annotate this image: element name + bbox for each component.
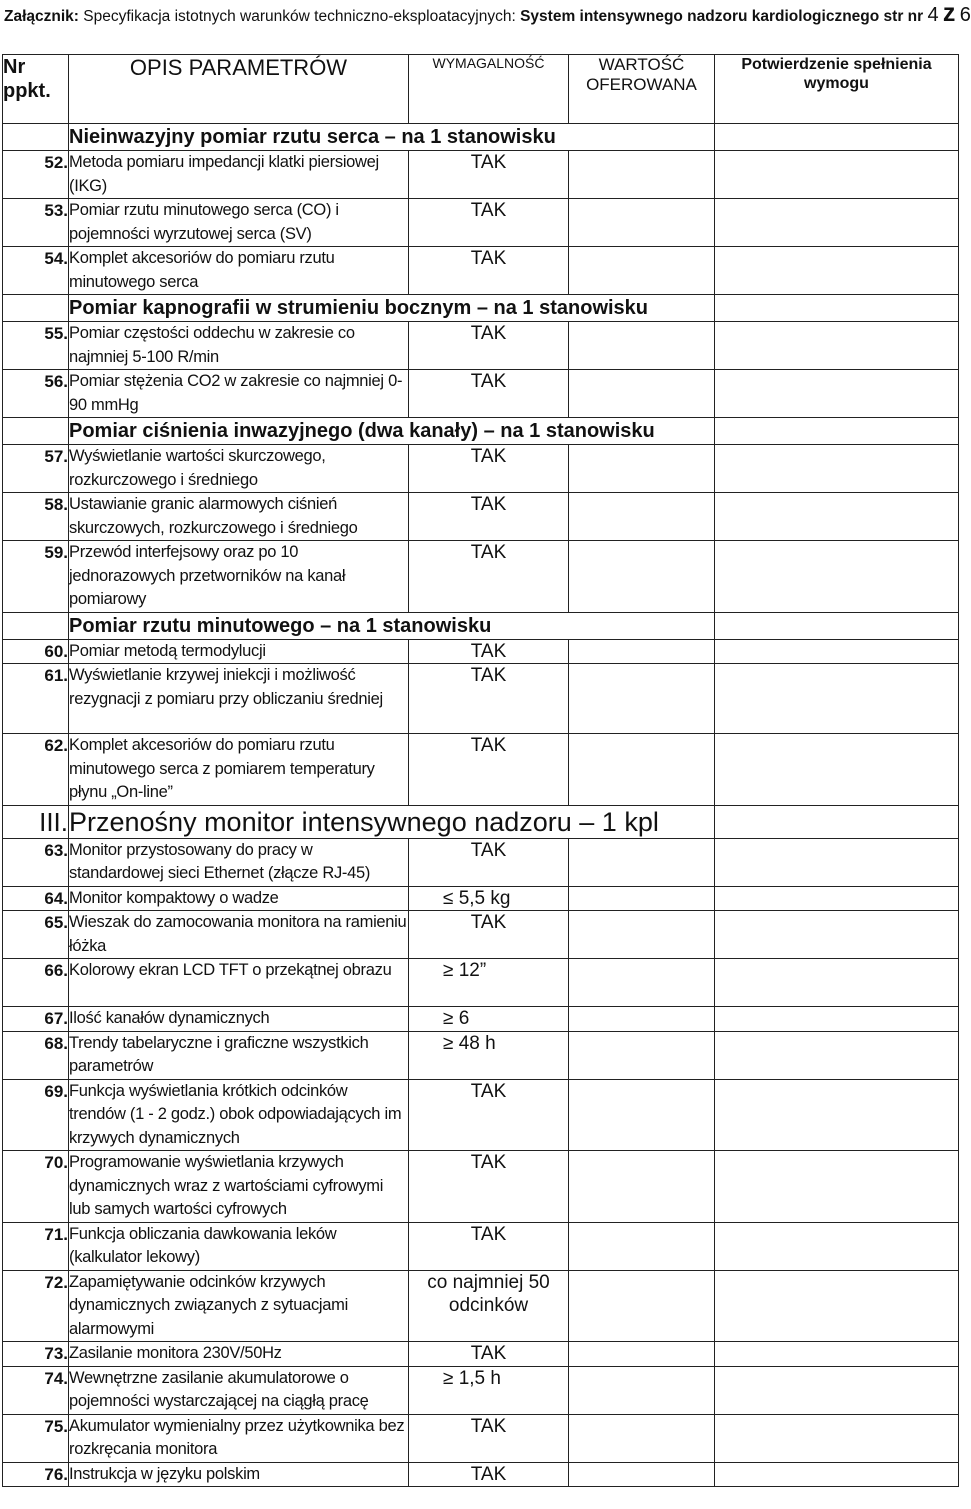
- confirmation-cell[interactable]: [715, 151, 959, 199]
- item-number: 52.: [3, 151, 69, 199]
- confirmation-cell[interactable]: [715, 886, 959, 911]
- confirmation-cell[interactable]: [715, 1222, 959, 1270]
- section-heading-row: [3, 295, 959, 322]
- item-number: 73.: [3, 1342, 69, 1367]
- section-heading-row: [3, 418, 959, 445]
- item-description: Wyświetlanie wartości skurczowego, rozkurczowego i średniego: [69, 445, 409, 493]
- table-row: [3, 959, 959, 1007]
- item-number: 63.: [3, 838, 69, 886]
- confirmation-cell[interactable]: [715, 959, 959, 1007]
- item-requirement: TAK: [409, 199, 569, 247]
- offered-value-cell[interactable]: [569, 541, 715, 613]
- item-description: Wieszak do zamocowania monitora na ramieniu łóżka: [69, 911, 409, 959]
- offered-value-cell[interactable]: [569, 1414, 715, 1462]
- confirmation-cell[interactable]: [715, 911, 959, 959]
- main-section-number: III.: [3, 805, 69, 838]
- item-requirement: TAK: [409, 664, 569, 734]
- confirmation-cell[interactable]: [715, 1366, 959, 1414]
- item-requirement: TAK: [409, 493, 569, 541]
- section-number-cell: [3, 612, 69, 639]
- item-requirement: co najmniej 50 odcinków: [409, 1270, 569, 1342]
- header-page-prefix: str nr: [883, 8, 924, 25]
- item-requirement: ≥ 12”: [409, 959, 569, 1007]
- confirmation-cell[interactable]: [715, 445, 959, 493]
- item-description: Instrukcja w języku polskim: [69, 1462, 409, 1487]
- item-number: 69.: [3, 1079, 69, 1151]
- item-number: 72.: [3, 1270, 69, 1342]
- item-requirement: TAK: [409, 445, 569, 493]
- item-description: Zasilanie monitora 230V/50Hz: [69, 1342, 409, 1367]
- item-description: Funkcja obliczania dawkowania leków (kalkulator lekowy): [69, 1222, 409, 1270]
- column-header-requirement: WYMAGALNOŚĆ: [409, 55, 569, 124]
- item-requirement: TAK: [409, 734, 569, 806]
- item-requirement: TAK: [409, 541, 569, 613]
- column-header-description: OPIS PARAMETRÓW: [69, 55, 409, 124]
- section-number-cell: [3, 295, 69, 322]
- item-number: 53.: [3, 199, 69, 247]
- offered-value-cell[interactable]: [569, 734, 715, 806]
- table-row: [3, 1342, 959, 1367]
- item-requirement: TAK: [409, 1414, 569, 1462]
- item-number: 56.: [3, 370, 69, 418]
- confirmation-cell[interactable]: [715, 1342, 959, 1367]
- item-number: 57.: [3, 445, 69, 493]
- item-description: Monitor przystosowany do pracy w standardowej sieci Ethernet (złącze RJ-45): [69, 838, 409, 886]
- confirmation-cell[interactable]: [715, 639, 959, 664]
- offered-value-cell[interactable]: [569, 370, 715, 418]
- confirmation-cell: [715, 612, 959, 639]
- header-page-total: 6: [959, 4, 971, 26]
- item-description: Pomiar rzutu minutowego serca (CO) i pojemności wyrzutowej serca (SV): [69, 199, 409, 247]
- item-description: Monitor kompaktowy o wadze: [69, 886, 409, 911]
- item-number: 67.: [3, 1007, 69, 1032]
- item-description: Ustawianie granic alarmowych ciśnień skurczowych, rozkurczowego i średniego: [69, 493, 409, 541]
- item-requirement: TAK: [409, 151, 569, 199]
- item-description: Komplet akcesoriów do pomiaru rzutu minutowego serca: [69, 247, 409, 295]
- confirmation-cell[interactable]: [715, 1151, 959, 1223]
- confirmation-cell[interactable]: [715, 1270, 959, 1342]
- item-requirement: ≤ 5,5 kg: [409, 886, 569, 911]
- table-row: [3, 1270, 959, 1342]
- header-description: Specyfikacja istotnych warunków techniczno-eksploatacyjnych:: [83, 8, 516, 25]
- table-row: [3, 838, 959, 886]
- main-section-title: Przenośny monitor intensywnego nadzoru – 1 kpl: [69, 805, 715, 838]
- item-number: 71.: [3, 1222, 69, 1270]
- item-number: 68.: [3, 1031, 69, 1079]
- section-title: Nieinwazyjny pomiar rzutu serca – na 1 stanowisku: [69, 124, 715, 151]
- table-row: [3, 1414, 959, 1462]
- table-row: [3, 445, 959, 493]
- item-requirement: TAK: [409, 838, 569, 886]
- offered-value-cell[interactable]: [569, 199, 715, 247]
- specification-table: [2, 54, 959, 1487]
- item-description: Ilość kanałów dynamicznych: [69, 1007, 409, 1032]
- item-requirement: TAK: [409, 639, 569, 664]
- table-row: [3, 247, 959, 295]
- offered-value-cell[interactable]: [569, 322, 715, 370]
- item-description: Pomiar stężenia CO2 w zakresie co najmniej 0-90 mmHg: [69, 370, 409, 418]
- document-header: [4, 0, 971, 54]
- section-title: Pomiar kapnografii w strumieniu bocznym – na 1 stanowisku: [69, 295, 715, 322]
- table-row: [3, 911, 959, 959]
- table-row: [3, 151, 959, 199]
- column-header-number: Nr ppkt.: [3, 55, 69, 124]
- confirmation-cell: [715, 805, 959, 838]
- offered-value-cell[interactable]: [569, 1366, 715, 1414]
- item-number: 62.: [3, 734, 69, 806]
- confirmation-cell[interactable]: [715, 838, 959, 886]
- table-row: [3, 664, 959, 734]
- item-requirement: TAK: [409, 1462, 569, 1487]
- table-row: [3, 1031, 959, 1079]
- item-description: Programowanie wyświetlania krzywych dynamicznych wraz z wartościami cyfrowymi lub samych wartości cyfrowych: [69, 1151, 409, 1223]
- confirmation-cell[interactable]: [715, 370, 959, 418]
- offered-value-cell[interactable]: [569, 1079, 715, 1151]
- item-number: 75.: [3, 1414, 69, 1462]
- confirmation-cell[interactable]: [715, 1079, 959, 1151]
- item-number: 61.: [3, 664, 69, 734]
- table-row: [3, 322, 959, 370]
- item-number: 65.: [3, 911, 69, 959]
- offered-value-cell[interactable]: [569, 886, 715, 911]
- item-number: 70.: [3, 1151, 69, 1223]
- offered-value-cell[interactable]: [569, 664, 715, 734]
- table-row: [3, 1079, 959, 1151]
- table-row: [3, 1462, 959, 1487]
- table-row: [3, 734, 959, 806]
- main-section-row: [3, 805, 959, 838]
- header-page-separator: z: [942, 0, 956, 27]
- table-body: [3, 124, 959, 1487]
- item-requirement: TAK: [409, 247, 569, 295]
- section-number-cell: [3, 418, 69, 445]
- offered-value-cell[interactable]: [569, 1151, 715, 1223]
- item-description: Metoda pomiaru impedancji klatki piersiowej (IKG): [69, 151, 409, 199]
- confirmation-cell[interactable]: [715, 199, 959, 247]
- offered-value-cell[interactable]: [569, 1342, 715, 1367]
- offered-value-cell[interactable]: [569, 639, 715, 664]
- confirmation-cell: [715, 124, 959, 151]
- offered-value-cell[interactable]: [569, 1270, 715, 1342]
- column-header-confirmation: Potwierdzenie spełnienia wymogu: [715, 55, 959, 124]
- item-description: Akumulator wymienialny przez użytkownika bez rozkręcania monitora: [69, 1414, 409, 1462]
- table-row: [3, 1222, 959, 1270]
- item-description: Pomiar częstości oddechu w zakresie co najmniej 5-100 R/min: [69, 322, 409, 370]
- item-requirement: TAK: [409, 370, 569, 418]
- item-requirement: ≥ 6: [409, 1007, 569, 1032]
- offered-value-cell[interactable]: [569, 1007, 715, 1032]
- item-requirement: TAK: [409, 911, 569, 959]
- offered-value-cell[interactable]: [569, 1031, 715, 1079]
- section-heading-row: [3, 612, 959, 639]
- offered-value-cell[interactable]: [569, 247, 715, 295]
- confirmation-cell: [715, 295, 959, 322]
- section-heading-row: [3, 124, 959, 151]
- offered-value-cell[interactable]: [569, 1462, 715, 1487]
- item-number: 59.: [3, 541, 69, 613]
- confirmation-cell[interactable]: [715, 1462, 959, 1487]
- item-description: Wyświetlanie krzywej iniekcji i możliwość rezygnacji z pomiaru przy obliczaniu średniej: [69, 664, 409, 734]
- item-description: Funkcja wyświetlania krótkich odcinków trendów (1 - 2 godz.) obok odpowiadających im krzywych dynamicznych: [69, 1079, 409, 1151]
- confirmation-cell[interactable]: [715, 541, 959, 613]
- offered-value-cell[interactable]: [569, 959, 715, 1007]
- confirmation-cell[interactable]: [715, 1031, 959, 1079]
- item-number: 66.: [3, 959, 69, 1007]
- confirmation-cell[interactable]: [715, 734, 959, 806]
- header-prefix: Załącznik:: [4, 8, 79, 25]
- item-number: 58.: [3, 493, 69, 541]
- item-number: 64.: [3, 886, 69, 911]
- item-description: Wewnętrzne zasilanie akumulatorowe o pojemności wystarczającej na ciągłą pracę: [69, 1366, 409, 1414]
- section-number-cell: [3, 124, 69, 151]
- item-requirement: TAK: [409, 1079, 569, 1151]
- item-description: Kolorowy ekran LCD TFT o przekątnej obrazu: [69, 959, 409, 1007]
- confirmation-cell[interactable]: [715, 1007, 959, 1032]
- column-header-offered-value: WARTOŚĆ OFEROWANA: [569, 55, 715, 124]
- confirmation-cell: [715, 418, 959, 445]
- offered-value-cell[interactable]: [569, 911, 715, 959]
- offered-value-cell[interactable]: [569, 1222, 715, 1270]
- table-header-row: [3, 55, 959, 124]
- item-number: 74.: [3, 1366, 69, 1414]
- table-row: [3, 1007, 959, 1032]
- table-row: [3, 199, 959, 247]
- item-description: Trendy tabelaryczne i graficzne wszystkich parametrów: [69, 1031, 409, 1079]
- confirmation-cell[interactable]: [715, 1414, 959, 1462]
- confirmation-cell[interactable]: [715, 322, 959, 370]
- item-number: 54.: [3, 247, 69, 295]
- item-requirement: ≥ 48 h: [409, 1031, 569, 1079]
- item-requirement: TAK: [409, 1342, 569, 1367]
- section-title: Pomiar ciśnienia inwazyjnego (dwa kanały) – na 1 stanowisku: [69, 418, 715, 445]
- item-description: Przewód interfejsowy oraz po 10 jednorazowych przetworników na kanał pomiarowy: [69, 541, 409, 613]
- item-number: 76.: [3, 1462, 69, 1487]
- item-description: Komplet akcesoriów do pomiaru rzutu minutowego serca z pomiarem temperatury płynu „On-line”: [69, 734, 409, 806]
- item-description: Zapamiętywanie odcinków krzywych dynamicznych związanych z sytuacjami alarmowymi: [69, 1270, 409, 1342]
- section-title: Pomiar rzutu minutowego – na 1 stanowisku: [69, 612, 715, 639]
- item-description: Pomiar metodą termodylucji: [69, 639, 409, 664]
- table-row: [3, 1366, 959, 1414]
- item-number: 55.: [3, 322, 69, 370]
- table-row: [3, 493, 959, 541]
- table-row: [3, 541, 959, 613]
- header-system: System intensywnego nadzoru kardiologicznego: [520, 8, 880, 25]
- table-row: [3, 886, 959, 911]
- offered-value-cell[interactable]: [569, 151, 715, 199]
- item-requirement: ≥ 1,5 h: [409, 1366, 569, 1414]
- table-row: [3, 639, 959, 664]
- item-requirement: TAK: [409, 322, 569, 370]
- item-requirement: TAK: [409, 1222, 569, 1270]
- header-page-number: 4: [927, 4, 939, 26]
- table-row: [3, 370, 959, 418]
- confirmation-cell[interactable]: [715, 247, 959, 295]
- confirmation-cell[interactable]: [715, 493, 959, 541]
- offered-value-cell[interactable]: [569, 445, 715, 493]
- confirmation-cell[interactable]: [715, 664, 959, 734]
- offered-value-cell[interactable]: [569, 493, 715, 541]
- table-row: [3, 1151, 959, 1223]
- item-requirement: TAK: [409, 1151, 569, 1223]
- offered-value-cell[interactable]: [569, 838, 715, 886]
- item-number: 60.: [3, 639, 69, 664]
